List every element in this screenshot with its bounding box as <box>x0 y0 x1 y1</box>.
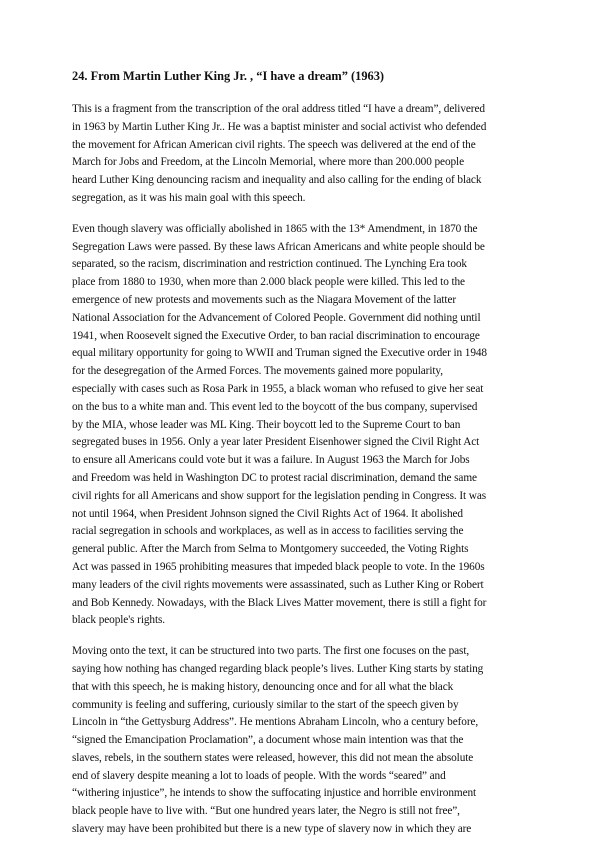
text-line: that with this speech, he is making history, denouncing once and for all what the black <box>72 680 454 693</box>
text-line: segregated buses in 1956. Only a year later President Eisenhower signed the Civil Right Act <box>72 436 480 449</box>
text-line: “signed the Emancipation Proclamation”, a document whose main intention was that the <box>72 734 464 747</box>
text-line: equal military opportunity for going to WWII and Truman signed the Executive order in 1948 <box>72 347 487 360</box>
text-line: and Freedom was held in Washington DC to protest racial discrimination, demand the same <box>72 471 477 484</box>
text-line: emergence of new protests and movements such as the Niagara Movement of the latter <box>72 293 457 306</box>
text-line: segregation, as it was his main goal with this speech. <box>72 191 306 204</box>
text-line: to ensure all Americans could vote but it was a failure. In August 1963 the March for Jobs <box>72 454 470 467</box>
text-line: place from 1880 to 1930, when more than 2.000 black people were killed. This led to the <box>72 276 465 289</box>
text-line: heard Luther King denouncing racism and inequality and also calling for the ending of black <box>72 174 482 187</box>
document-page <box>72 68 532 852</box>
text-line: on the bus to a white man and. This event led to the boycott of the bus company, supervised <box>72 400 478 413</box>
text-line: end of slavery despite meaning a lot to loads of people. With the words “seared” and <box>72 769 446 782</box>
text-line: civil rights for all Americans and show support for the legislation pending in Congress. It was <box>72 489 487 502</box>
text-line: community is feeling and suffering, curiously similar to the start of the speech given by <box>72 698 459 711</box>
text-line: black people have to live with. “But one hundred years later, the Negro is still not free”, <box>72 805 460 818</box>
document-heading: 24. From Martin Luther King Jr. , “I have a dream” (1963) <box>72 69 385 83</box>
text-line: in 1963 by Martin Luther King Jr.. He was a baptist minister and social activist who defended <box>72 120 487 133</box>
text-line: separated, so the racism, discrimination and restriction continued. The Lynching Era took <box>72 258 467 271</box>
text-line: 1941, when Roosevelt signed the Executive Order, to ban racial discrimination to encourage <box>72 329 480 342</box>
text-line: March for Jobs and Freedom, at the Lincoln Memorial, where more than 200.000 people <box>72 156 465 169</box>
document-body <box>72 101 532 839</box>
text-line: “withering injustice”, he intends to show the suffocating injustice and horrible environment <box>72 787 477 800</box>
paragraph-1 <box>72 101 532 208</box>
text-line: black people's rights. <box>72 614 166 627</box>
text-line: slaves, rebels, in the southern states were released, however, this did not mean the absolute <box>72 751 474 764</box>
paragraph-3 <box>72 643 532 839</box>
text-line: Act was passed in 1965 prohibiting measures that impeded black people to vote. In the 1960s <box>72 560 485 573</box>
text-line: not until 1964, when President Johnson signed the Civil Rights Act of 1964. It abolished <box>72 507 463 520</box>
text-line: especially with cases such as Rosa Park in 1955, a black woman who refused to give her seat <box>72 382 484 395</box>
text-line: saying how nothing has changed regarding black people’s lives. Luther King starts by stating <box>72 662 484 675</box>
text-line: the movement for African American civil rights. The speech was delivered at the end of the <box>72 138 476 151</box>
text-line: Lincoln in “the Gettysburg Address”. He mentions Abraham Lincoln, who a century before, <box>72 716 479 729</box>
text-line: slavery may have been prohibited but there is a new type of slavery now in which they are <box>72 823 472 836</box>
text-line: This is a fragment from the transcription of the oral address titled “I have a dream”, delivered <box>72 103 485 115</box>
paragraph-2 <box>72 221 532 630</box>
text-line: National Association for the Advancement of Colored People. Government did nothing until <box>72 311 481 324</box>
text-line: by the MIA, whose leader was ML King. Their boycott led to the Supreme Court to ban <box>72 418 461 431</box>
text-line: racial segregation in schools and workplaces, as well as in access to facilities serving the <box>72 525 464 538</box>
text-line: general public. After the March from Selma to Montgomery succeeded, the Voting Rights <box>72 543 469 556</box>
text-line: Moving onto the text, it can be structured into two parts. The first one focuses on the past, <box>72 645 470 658</box>
text-line: for the desegregation of the Armed Forces. The movements gained more popularity, <box>72 365 443 378</box>
text-line: Segregation Laws were passed. By these laws African Americans and white people should be <box>72 240 485 253</box>
text-line: many leaders of the civil rights movements were assassinated, such as Luther King or Robert <box>72 578 484 591</box>
text-line: Even though slavery was officially abolished in 1865 with the 13* Amendment, in 1870 the <box>72 222 478 235</box>
text-line: and Bob Kennedy. Nowadays, with the Black Lives Matter movement, there is still a fight for <box>72 596 487 609</box>
